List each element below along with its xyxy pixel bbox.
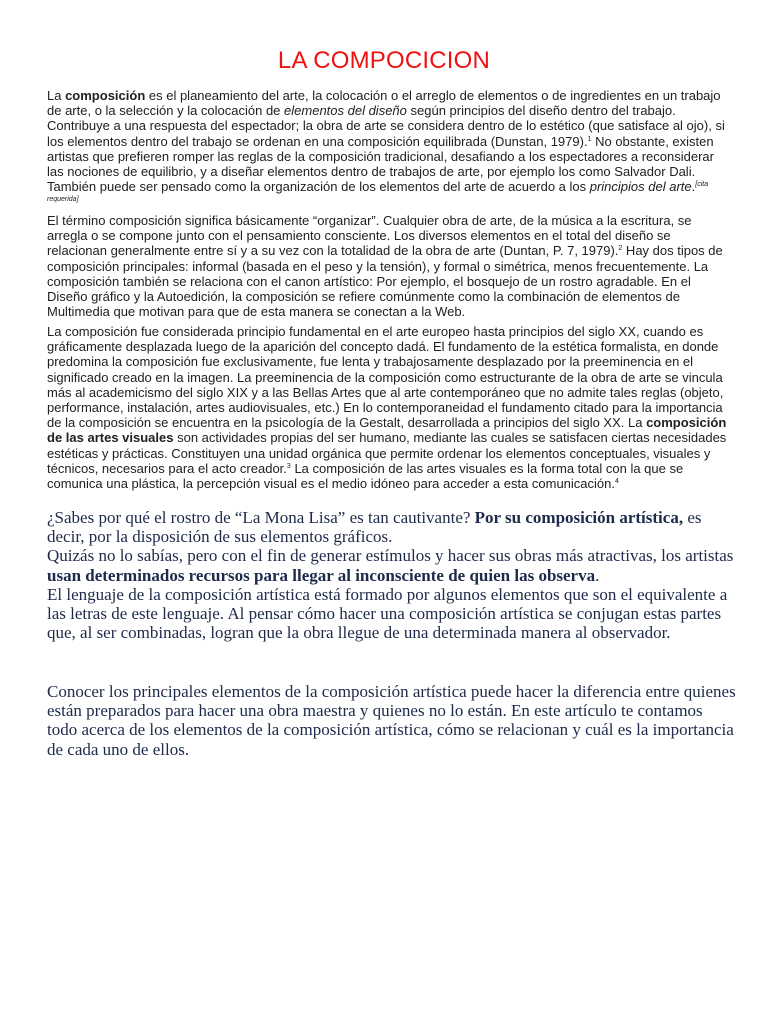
p1-text-2: es el planeamiento del arte, la colocación o el arreglo de elementos o de ingredientes en un trabajo de arte, o la selección y la colocación de: [47, 88, 721, 119]
footnote-ref-2[interactable]: 2: [618, 245, 623, 253]
s1-text-1: ¿Sabes por qué el rostro de “La Mona Lisa” es tan cautivante?: [47, 508, 475, 527]
p1-text-3: según principios del diseño dentro del trabajo. Contribuye a una respuesta del espectador; la obra de arte se considera dentro de lo estético (que satisface al ojo), si los elementos dentro del trabajo se ordenan en una composición equilibrada (Dunstan, 1979).: [47, 103, 725, 149]
p1-italic-elementos: elementos del diseño: [284, 103, 407, 119]
p1-text-4: No obstante, existen artistas que prefieren romper las reglas de la composición tradicional, desafiando a los espectadores a reconsiderar las nociones de equilibrio, y a diseñar elementos dentro de trabajos de arte, por ejemplo los como Salvador Dali. También puede ser pensado como la organización de los elementos del arte de acuerdo a los: [47, 133, 714, 195]
p3-text-2: son actividades propias del ser humano, mediante las cuales se satisfacen ciertas necesidades estéticas y prácticas. Constituyen una unidad orgánica que permite ordenar los elementos conceptuales, visuales y técnicos, necesarios para el acto creador.: [47, 430, 727, 476]
paragraph-mona-lisa: [47, 508, 737, 546]
serif-section-mona-lisa: [47, 508, 737, 642]
p3-bold-artes-visuales: composición de las artes visuales: [47, 415, 727, 446]
paragraph-historia-composicion: [47, 324, 727, 491]
s4-text-1: Conocer los principales elementos de la composición artística puede hacer la diferencia entre quienes están preparados para hacer una obra maestra y quienes no lo están. En este artículo te contamos todo acerca de los elementos de la composición artística, cómo se relacionan y cuál es la importancia de cada uno de ellos.: [47, 682, 736, 759]
p1-text-5: .: [691, 179, 696, 195]
p1-italic-principios-link[interactable]: principios del arte: [589, 179, 692, 195]
p1-bold-composicion: composición: [65, 88, 146, 103]
paragraph-termino-composicion: [47, 213, 727, 319]
s2-text-2: .: [595, 565, 600, 585]
s3-text-1: El lenguaje de la composición artística está formado por algunos elementos que son el equivalente a las letras de este lenguaje. Al pensar cómo hacer una composición artística se conjugan estas partes que, al ser combinadas, logran que la obra llegue de una determinada manera al observador.: [47, 584, 728, 643]
serif-section-conocer: [47, 682, 737, 759]
paragraph-composicion-definicion: [47, 88, 727, 210]
paragraph-lenguaje-composicion: [47, 585, 737, 643]
p2-text-2: Hay dos tipos de composición principales: informal (basada en el peso y la tensión), y formal o simétrica, menos frecuentemente. La composición también se relaciona con el canon artístico: Por ejemplo, el bosquejo de un rostro agradable. En el Diseño gráfico y la Autoedición, la composición se refiere comúnmente como la combinación de elementos de Multimedia que motivan para que de esta manera se conectan a la Web.: [47, 243, 723, 320]
footnote-ref-1[interactable]: 1: [587, 135, 592, 143]
p3-text-1: La composición fue considerada principio fundamental en el arte europeo hasta principios del siglo XX, cuando es gráficamente desplazada luego de la aparición del concepto dadá. El fundamento de la estética formalista, en donde predomina la composición fue exclusivamente, fue lenta y trabajosamente desplazado por la preeminencia en el significado creado en la imagen. La preeminencia de la composición como estructurante de la obra de arte se vincula más al academicismo del siglo XIX y a las Bellas Artes que al arte contemporáneo que no admite tales reglas (objeto, performance, instalación, artes audiovisuales, etc.) En lo contemporaneidad el fundamento citado para la importancia de la composición se encuentra en la psicología de la Gestalt, desarrollada a principios del siglo XX. La: [47, 324, 724, 431]
footnote-ref-4[interactable]: 4: [615, 478, 619, 486]
p3-text-3: La composición de las artes visuales es la forma total con la que se comunica una plástica, la percepción visual es el medio idóneo para acceder a esta comunicación.: [47, 460, 684, 492]
cita-requerida-note[interactable]: [cita requerida]: [47, 181, 709, 204]
page-title: LA COMPOCICION: [277, 47, 491, 74]
s1-bold-composicion: Por su composición artística,: [474, 508, 684, 527]
s2-bold-recursos: usan determinados recursos para llegar al inconsciente de quien las observa: [47, 565, 596, 585]
paragraph-conocer-elementos: [47, 682, 737, 759]
p1-text-1: La: [47, 88, 66, 103]
paragraph-recursos-artistas: [47, 546, 737, 584]
footnote-ref-3[interactable]: 3: [286, 462, 291, 470]
s1-text-2: es decir, por la disposición de sus elementos gráficos.: [47, 508, 702, 547]
s2-text-1: Quizás no lo sabías, pero con el fin de generar estímulos y hacer sus obras más atractivas, los artistas: [47, 546, 734, 566]
p2-text-1: El término composición significa básicamente “organizar”. Cualquier obra de arte, de la música a la escritura, se arregla o se compone junto con el pensamiento consciente. Los diversos elementos en el total del diseño se relacionan generalmente entre sí y a su vez con la totalidad de la obra de arte (Duntan, P. 7, 1979).: [47, 213, 692, 259]
